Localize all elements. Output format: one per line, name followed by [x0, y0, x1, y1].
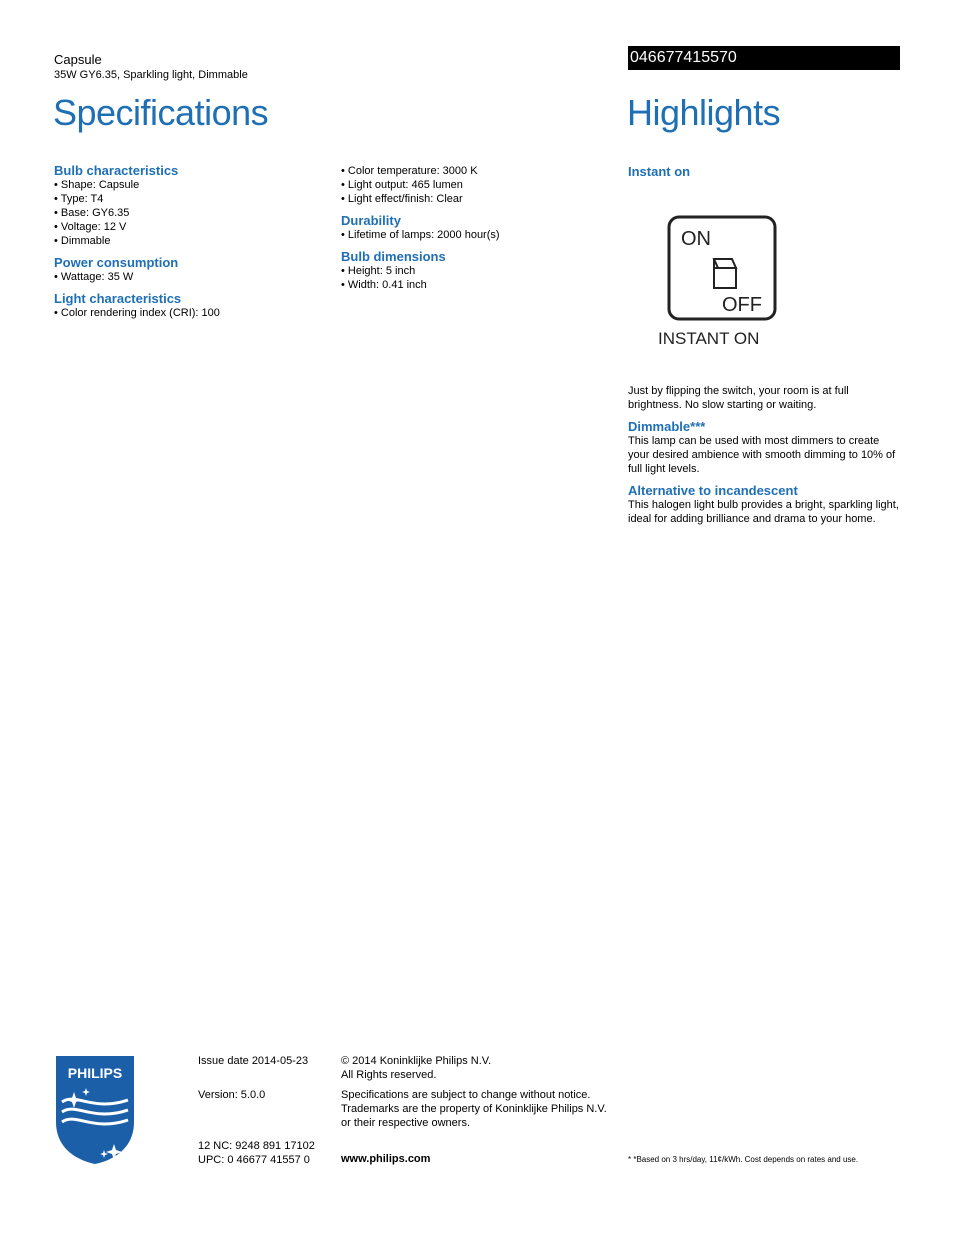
durability-section: [341, 214, 611, 242]
specifications-title: Specifications: [53, 92, 269, 133]
power-consumption-section: [54, 256, 324, 284]
product-name: Capsule: [54, 52, 102, 67]
dimmable-highlight: [628, 420, 900, 476]
highlights-title: Highlights: [627, 92, 781, 133]
website-link[interactable]: www.philips.com: [341, 1153, 431, 1165]
bulb-characteristics-section: [54, 164, 324, 248]
footnote: * *Based on 3 hrs/day, 11¢/kWh. Cost depends on rates and use.: [628, 1155, 859, 1164]
highlight-text: This halogen light bulb provides a bright, sparkling light, ideal for adding brilliance and drama to your home.: [628, 499, 899, 525]
switch-on-label: ON: [681, 228, 711, 250]
spec-column-2: [341, 164, 611, 300]
issue-date: Issue date 2014-05-23: [198, 1055, 309, 1067]
copyright-line: © 2014 Koninklijke Philips N.V.: [341, 1055, 492, 1067]
logo-wordmark: PHILIPS: [67, 1065, 123, 1081]
highlight-text: This lamp can be used with most dimmers to create your desired ambience with smooth dimming to 10% of full light levels.: [628, 435, 896, 475]
spec-item: • Voltage: 12 V: [54, 220, 324, 234]
spec-item: • Shape: Capsule: [54, 178, 324, 192]
highlight-text: Just by flipping the switch, your room is at full brightness. No slow starting or waiting.: [628, 385, 849, 411]
section-heading: Bulb characteristics: [54, 163, 179, 178]
nc-number: 12 NC: 9248 891 17102: [198, 1140, 315, 1152]
spec-notice-line: Trademarks are the property of Koninklijke Philips N.V.: [341, 1103, 607, 1115]
spec-item: • Light output: 465 lumen: [341, 178, 611, 192]
spec-notice-line: Specifications are subject to change without notice.: [341, 1089, 591, 1101]
spec-item: • Wattage: 35 W: [54, 270, 324, 284]
section-heading: Durability: [341, 213, 401, 228]
instant-on-switch-icon: [656, 212, 792, 352]
spec-item: • Type: T4: [54, 192, 324, 206]
highlight-heading: Alternative to incandescent: [628, 483, 798, 498]
spec-item: • Base: GY6.35: [54, 206, 324, 220]
version: Version: 5.0.0: [198, 1089, 266, 1101]
spec-item: • Color rendering index (CRI): 100: [54, 306, 324, 320]
product-subtitle: 35W GY6.35, Sparkling light, Dimmable: [54, 69, 248, 81]
light-characteristics-continued: [341, 164, 611, 206]
philips-logo: [54, 1054, 136, 1166]
bulb-dimensions-section: [341, 250, 611, 292]
spec-column-1: [54, 164, 324, 328]
section-heading: Power consumption: [54, 255, 179, 270]
alternative-highlight: [628, 484, 900, 526]
spec-item: • Width: 0.41 inch: [341, 278, 611, 292]
spec-item: • Height: 5 inch: [341, 264, 611, 278]
spec-notice-line: or their respective owners.: [341, 1117, 470, 1129]
spec-notice: [341, 1088, 621, 1130]
spec-item: • Lifetime of lamps: 2000 hour(s): [341, 228, 611, 242]
spec-item: • Color temperature: 3000 K: [341, 164, 611, 178]
spec-item: • Light effect/finish: Clear: [341, 192, 611, 206]
copyright-line: All Rights reserved.: [341, 1069, 437, 1081]
upc-number: UPC: 0 46677 41557 0: [198, 1154, 310, 1166]
spec-item: • Dimmable: [54, 234, 324, 248]
highlight-heading: Dimmable***: [628, 419, 706, 434]
section-heading: Bulb dimensions: [341, 249, 446, 264]
highlight-heading: Instant on: [628, 164, 691, 179]
switch-off-label: OFF: [722, 294, 762, 316]
section-heading: Light characteristics: [54, 291, 182, 306]
copyright-notice: [341, 1054, 621, 1082]
product-code-bar: 046677415570: [628, 46, 900, 70]
light-characteristics-section: [54, 292, 324, 320]
switch-caption: INSTANT ON: [658, 329, 760, 348]
